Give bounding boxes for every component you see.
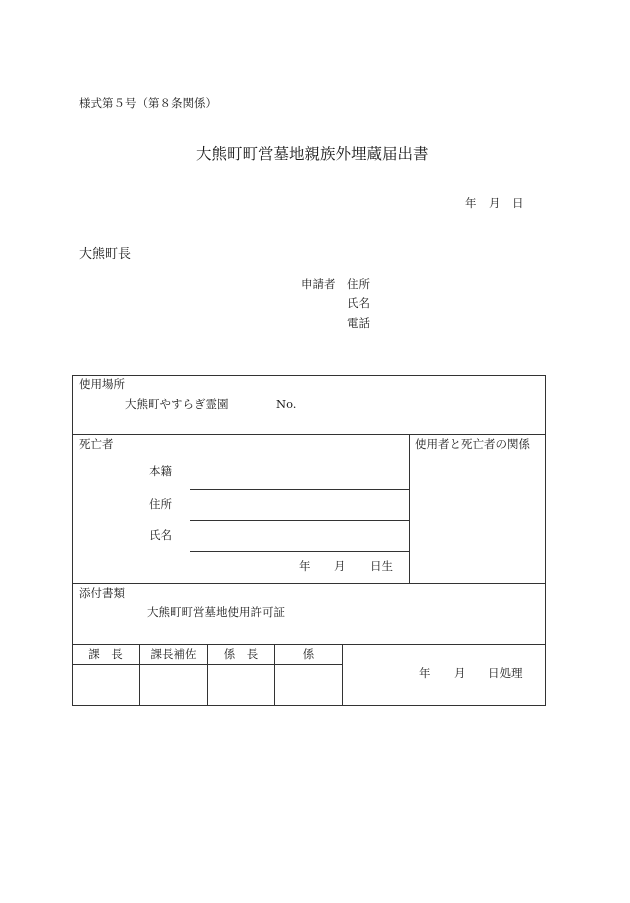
birth-day: 日生 [370, 559, 393, 573]
birth-month: 月 [334, 559, 346, 573]
processed-year: 年 [419, 666, 431, 680]
birth-year: 年 [299, 559, 311, 573]
applicant-name-label: 氏名 [347, 296, 370, 310]
applicant-phone-label: 電話 [347, 316, 370, 330]
column-divider [409, 434, 410, 584]
date-year: 年 [465, 196, 477, 210]
stamp-box[interactable] [208, 665, 274, 705]
form-number: 様式第５号（第８条関係） [79, 96, 217, 110]
page-title: 大熊町町営墓地親族外埋蔵届出書 [196, 145, 429, 163]
stamp-box[interactable] [140, 665, 207, 705]
row-divider [72, 583, 546, 584]
addressee: 大熊町長 [79, 247, 132, 262]
processed-month: 月 [454, 666, 466, 680]
row-divider [72, 644, 546, 645]
stamp-header-subsection-chief: 係 長 [223, 647, 259, 661]
row-divider [72, 434, 546, 435]
processed-day: 日処理 [488, 666, 523, 680]
deceased-label: 死亡者 [79, 437, 114, 451]
date-day: 日 [512, 196, 524, 210]
stamp-header-staff: 係 [302, 647, 315, 661]
domicile-field[interactable] [190, 489, 409, 490]
column-divider [342, 644, 343, 706]
applicant-address-label: 住所 [347, 277, 370, 291]
cemetery-name: 大熊町やすらぎ霊園 [125, 397, 229, 411]
attachments-label: 添付書類 [79, 586, 125, 600]
stamp-box[interactable] [275, 665, 342, 705]
applicant-heading: 申請者 [301, 277, 336, 291]
deceased-address-field[interactable] [190, 520, 409, 521]
stamp-box[interactable] [73, 665, 139, 705]
attachment-document: 大熊町町営墓地使用許可証 [147, 605, 285, 619]
stamp-header-deputy-chief: 課長補佐 [150, 647, 197, 661]
deceased-name-label: 氏名 [149, 528, 172, 542]
stamp-header-section-chief: 課 長 [88, 647, 123, 661]
date-month: 月 [489, 196, 501, 210]
deceased-address-label: 住所 [149, 497, 172, 511]
deceased-name-field[interactable] [190, 551, 409, 552]
usage-place-label: 使用場所 [79, 377, 125, 391]
plot-number-label: No. [276, 397, 297, 411]
domicile-label: 本籍 [149, 464, 172, 478]
relationship-label: 使用者と死亡者の関係 [415, 437, 530, 451]
